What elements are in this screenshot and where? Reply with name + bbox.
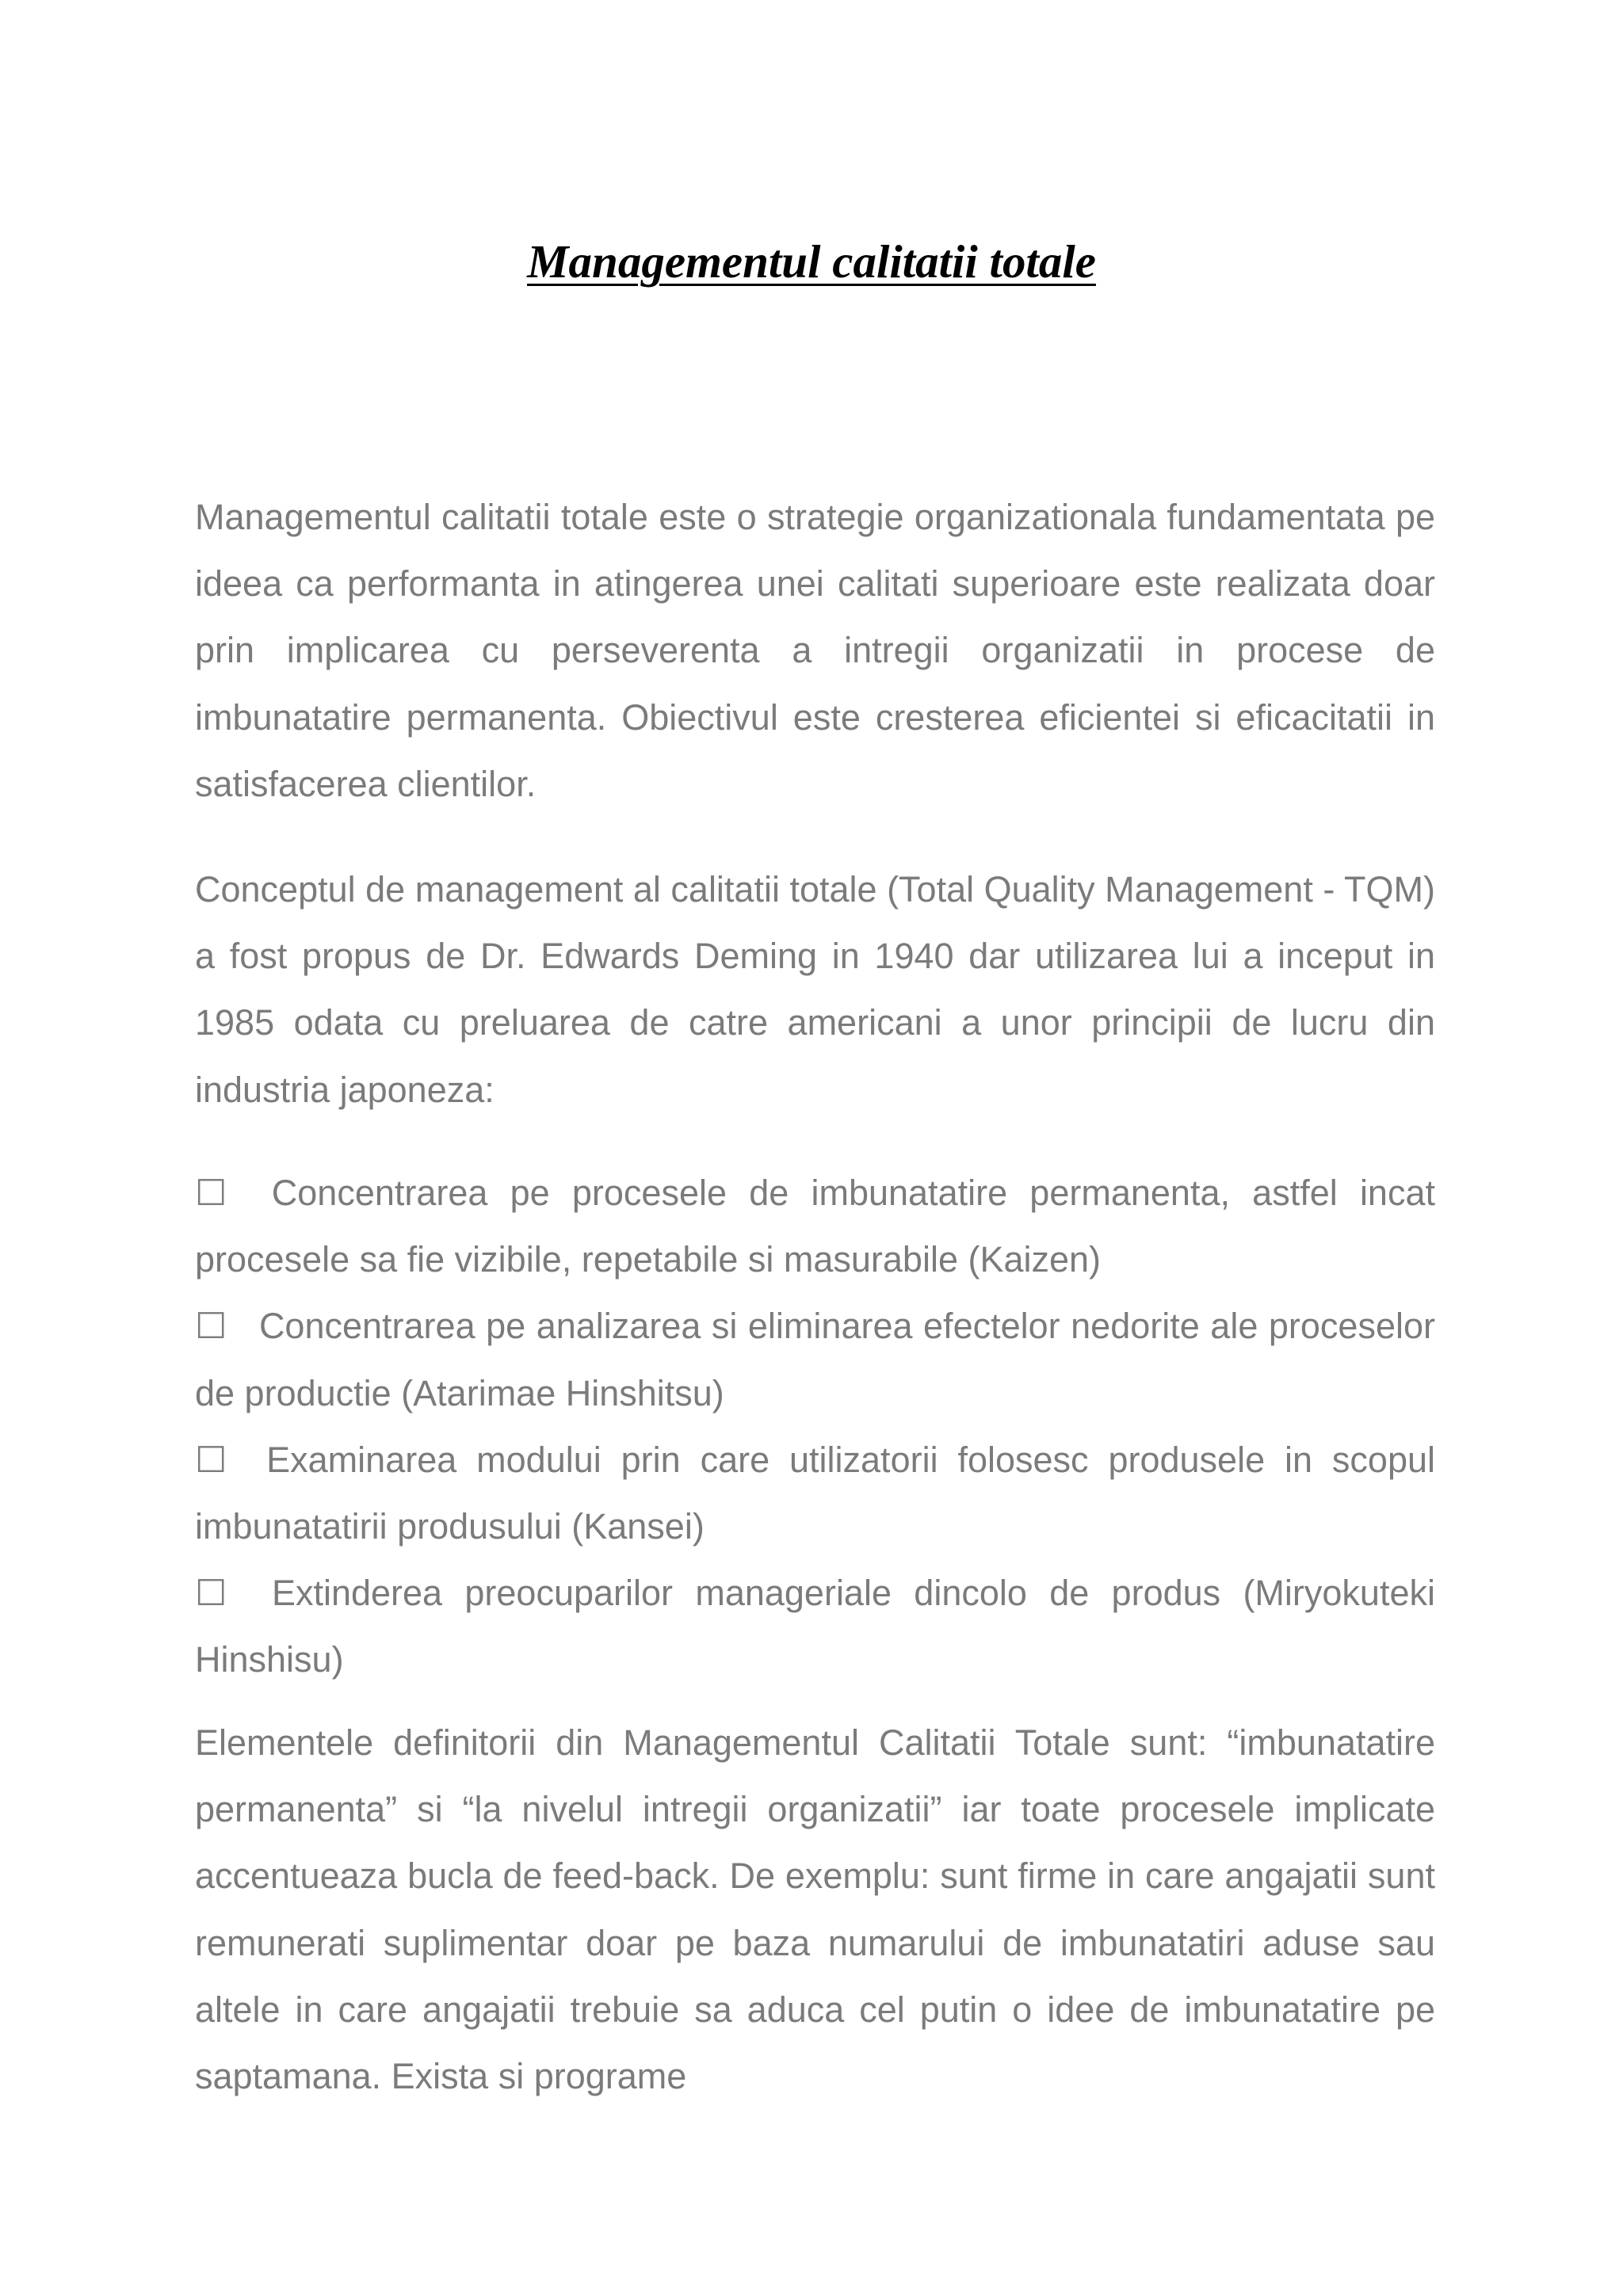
list-item (195, 1560, 1435, 1693)
paragraph-1: Managementul calitatii totale este o strategie organizationala fundamentata pe ideea ca performanta in atingerea unei calitati superioare este realizata doar prin implicarea cu perseverenta a intregii organizatii in procese de imbunatatire permanenta. Obiectivul este cresterea eficientei si eficacitatii in satisfacerea clientilor. (195, 497, 1435, 804)
list-item (195, 1427, 1435, 1560)
checkbox-icon: ☐ (195, 1173, 227, 1213)
list-item-text: Examinarea modului prin care utilizatorii folosesc produsele in scopul imbunatatirii produsului (Kansei) (195, 1439, 1435, 1547)
document-title: Managementul calitatii totale (527, 235, 1096, 288)
checkbox-icon: ☐ (195, 1573, 227, 1614)
list-item-text: Extinderea preocuparilor manageriale dincolo de produs (Miryokuteki Hinshisu) (195, 1573, 1435, 1680)
list-item-text: Concentrarea pe analizarea si eliminarea efectelor nedorite ale proceselor de productie (Atarimae Hinshitsu) (195, 1306, 1435, 1413)
checkbox-icon: ☐ (195, 1306, 227, 1347)
list-item (195, 1293, 1435, 1426)
paragraph-3: Elementele definitorii din Managementul Calitatii Totale sunt: “imbunatatire permanenta” si “la nivelul intregii organizatii” iar toate procesele implicate accentueaza bucla de feed-back. De exemplu: sunt firme in care angajatii sunt remunerati suplimentar doar pe baza numarului de imbunatatiri aduse sau altele in care angajatii trebuie sa aduca cel putin o idee de imbunatatire pe saptamana. Exista si programe (195, 1722, 1435, 2097)
checkbox-icon: ☐ (195, 1439, 227, 1480)
list-item (195, 1160, 1435, 1293)
list-item-text: Concentrarea pe procesele de imbunatatire permanenta, astfel incat procesele sa fie vizibile, repetabile si masurabile (Kaizen) (195, 1173, 1435, 1280)
bullet-list (195, 1160, 1435, 1694)
paragraph-2: Conceptul de management al calitatii totale (Total Quality Management - TQM) a fost propus de Dr. Edwards Deming in 1940 dar utilizarea lui a inceput in 1985 odata cu preluarea de catre americani a unor principii de lucru din industria japoneza: (195, 869, 1435, 1110)
